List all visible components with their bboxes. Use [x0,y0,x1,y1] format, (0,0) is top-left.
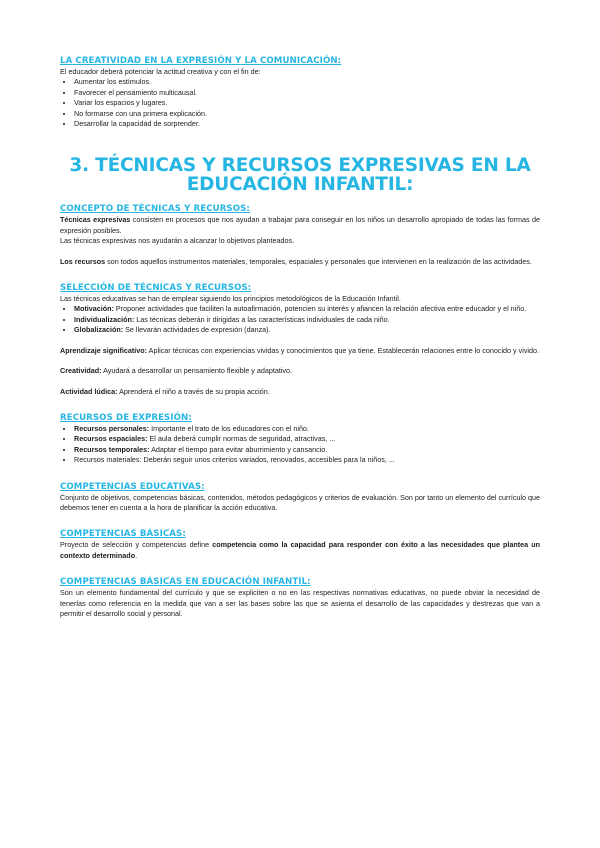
concept-term: Técnicas expresivas [60,215,131,225]
selection-intro: Las técnicas educativas se han de emplear siguiendo los principios metodológicos de la Educación Infantil. [60,294,401,304]
list-item: • Recursos espaciales: El aula deberá cumplir normas de seguridad, atractivas, ... [74,434,540,444]
concept-paragraph-2: Las técnicas expresivas nos ayudarán a alcanzar lo objetivos planteados. [60,236,295,246]
creativity-heading: LA CREATIVIDAD EN LA EXPRESIÓN Y LA COMUNICACIÓN: [60,56,342,66]
concept-heading: CONCEPTO DE TÉCNICAS Y RECURSOS: [60,204,250,215]
resources-list [60,424,540,466]
main-title-line2: EDUCACIÓN INFANTIL: [186,174,414,196]
list-item: • Recursos materiales: Deberán seguir unos criterios variados, renovados, accesibles para la niños, ... [74,455,540,465]
list-item: • No formarse con una primera explicación. [74,109,540,119]
list-item: • Desarrollar la capacidad de sorprender. [74,119,540,129]
basic-infant-text: Son un elemento fundamental del currículo y que se expliciten o no en las respectivas normativas educativas, no puede obviar la necesidad de tenerlas como referencia en la medida que van a ser las bases sobre las que se asienta el desarrollo de las capacidades y destrezas que van a permitir el desarrollo social y personal. [60,588,540,618]
creativity-paragraph: Creatividad: Ayudará a desarrollar un pensamiento flexible y adaptativo. [60,366,293,376]
learning-paragraph: Aprendizaje significativo: Aplicar técnicas con experiencias vividas y conocimientos que ya tiene. Establecerán relaciones entre lo conocido y vivido. [60,345,540,355]
list-item: • Motivación: Proponer actividades que faciliten la autoafirmación, potencien su interés y afiancen la relación afectiva entre educador y el niño. [74,304,540,314]
selection-list [60,304,540,335]
concept-paragraph-1: Técnicas expresivas consisten en procesos que nos ayudan a trabajar para conseguir en los niños un desarrollo apropiado de todas las formas de expresión posibles. [60,215,541,235]
list-item: • Aumentar los estímulos. [74,77,540,87]
basic-competencies-text: Proyecto de selección y competencias define competencia como la capacidad para responder con éxito a las necesidades que plantea un contexto determinado. [60,540,541,560]
list-item: • Individualización: Las técnicas deberán ir dirigidas a las características individuales de cada niño. [74,315,540,325]
main-title-line1: 3. TÉCNICAS Y RECURSOS EXPRESIVAS EN LA [69,155,531,177]
resources-heading: RECURSOS DE EXPRESIÓN: [60,412,192,423]
playful-paragraph: Actividad lúdica: Aprenderá el niño a través de su propia acción. [60,386,270,396]
list-item: • Recursos personales: Importante el trato de los educadores con el niño. [74,424,540,434]
document-page [60,56,540,619]
main-title [60,156,540,194]
concept-paragraph-3: Los recursos son todos aquellos instrumentos materiales, temporales, espaciales y personales que intervienen en la realización de las actividades. [60,256,532,266]
basic-infant-heading: COMPETENCIAS BÁSICAS EN EDUCACIÓN INFANTIL: [60,577,311,588]
basic-competencies-heading: COMPETENCIAS BÁSICAS: [60,529,186,540]
creativity-intro: El educador deberá potenciar la actitud creativa y con el fin de: [60,67,261,76]
competencies-text: Conjunto de objetivos, competencias básicas, contenidos, métodos pedagógicos y criterios de evaluación. Son por tanto un elemento del currículo que debemos tener en cuenta a la hora de planificar la acción educativa. [60,492,540,512]
list-item: • Favorecer el pensamiento multicausal. [74,88,540,98]
list-item: • Recursos temporales: Adaptar el tiempo para evitar aburrimiento y cansancio. [74,445,540,455]
list-item: • Variar los espacios y lugares. [74,98,540,108]
selection-heading: SELECCIÓN DE TÉCNICAS Y RECURSOS: [60,283,252,294]
competencies-heading: COMPETENCIAS EDUCATIVAS: [60,481,205,492]
resources-term: Los recursos [60,256,106,266]
list-item: • Globalización: Se llevarán actividades de expresión (danza). [74,325,540,335]
creativity-list [60,77,540,129]
